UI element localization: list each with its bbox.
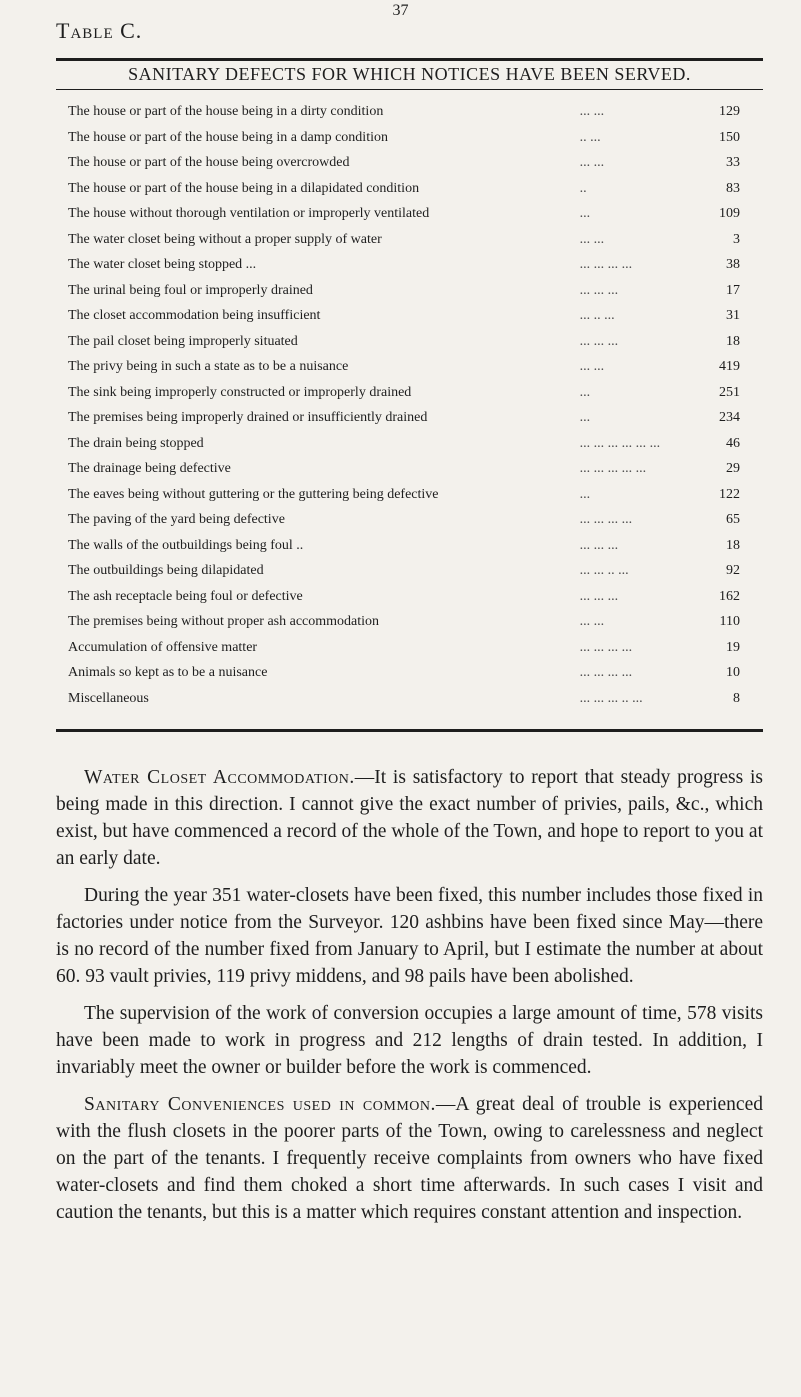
table-row xyxy=(68,150,740,176)
notice-count: 83 xyxy=(726,180,740,196)
notice-count: 29 xyxy=(726,461,740,476)
paragraph xyxy=(56,1091,763,1226)
table-row xyxy=(68,405,740,431)
defect-description: The sink being improperly constructed or improperly drained xyxy=(68,384,412,400)
leader-dots: ... ... ... .. ... xyxy=(579,690,643,706)
table-row xyxy=(68,201,740,227)
leader-dots: ... ... ... xyxy=(579,537,619,553)
notice-count: 110 xyxy=(719,614,740,629)
table-row xyxy=(68,456,740,482)
leader-dots: ... ... xyxy=(579,231,605,247)
table-row xyxy=(68,584,740,610)
notice-count: 65 xyxy=(726,512,740,527)
leader-dots: ... ... xyxy=(579,155,605,170)
paragraph xyxy=(56,882,763,990)
leader-dots: ... ... ... ... ... xyxy=(579,461,647,476)
notice-count: 129 xyxy=(719,104,740,119)
paragraph-heading: Sanitary Conveniences used in common. xyxy=(84,1094,436,1115)
body-text xyxy=(56,764,763,1236)
defect-description: The house or part of the house being overcrowded xyxy=(68,155,350,170)
table-row xyxy=(68,227,740,253)
table-row xyxy=(68,686,740,712)
table-row xyxy=(68,635,740,661)
paragraph xyxy=(56,1000,763,1081)
leader-dots: ... ... .. ... xyxy=(579,563,629,578)
leader-dots: ... ... xyxy=(579,104,605,119)
defect-description: The house or part of the house being in a dilapidated condition xyxy=(68,180,420,196)
defect-description: The privy being in such a state as to be a nuisance xyxy=(68,359,349,374)
paragraph-text: During the year 351 water-closets have been fixed, this number includes those fixed in factories under notice from the Surveyor. 120 ashbins have been fixed since May—there is no record of the number fixed from January to April, but I estimate the number at about 60. 93 vault privies, 119 privy middens, and 98 pails have been abolished. xyxy=(56,885,763,987)
paragraph xyxy=(56,764,763,872)
leader-dots: ... ... ... xyxy=(579,282,619,298)
notice-count: 38 xyxy=(726,257,740,272)
table-row xyxy=(68,303,740,329)
defects-table xyxy=(68,99,740,711)
notice-count: 8 xyxy=(733,690,740,706)
notice-count: 251 xyxy=(719,384,740,400)
table-row xyxy=(68,533,740,559)
table-top-rule xyxy=(56,58,763,61)
notice-count: 19 xyxy=(726,639,740,655)
table-row xyxy=(68,609,740,635)
defect-description: The house or part of the house being in a dirty condition xyxy=(68,104,384,119)
leader-dots: .. xyxy=(579,180,587,196)
notice-count: 419 xyxy=(719,359,740,374)
defect-description: Miscellaneous xyxy=(68,690,149,706)
defect-description: The drain being stopped xyxy=(68,435,204,451)
defect-description: The house without thorough ventilation or improperly ventilated xyxy=(68,206,430,221)
defect-description: Accumulation of offensive matter xyxy=(68,639,258,655)
leader-dots: ... ... ... ... xyxy=(579,512,633,527)
leader-dots: ... xyxy=(579,384,591,400)
table-row xyxy=(68,354,740,380)
defect-description: The premises being improperly drained or insufficiently drained xyxy=(68,410,428,425)
defect-description: The water closet being stopped ... xyxy=(68,257,257,272)
leader-dots: ... ... ... xyxy=(579,333,619,349)
defect-description: The water closet being without a proper supply of water xyxy=(68,231,382,247)
leader-dots: ... ... ... ... xyxy=(579,257,633,272)
leader-dots: ... xyxy=(579,410,591,425)
paragraph-text: The supervision of the work of conversion occupies a large amount of time, 578 visits have been made to work in progress and 212 lengths of drain tested. In addition, I invariably meet the owner or builder before the work is commenced. xyxy=(56,1003,763,1078)
table-label: Table C. xyxy=(56,18,143,43)
paragraph-text: —A great deal of trouble is experienced with the flush closets in the poorer parts of the Town, owing to carelessness and neglect on the part of the tenants. I frequently receive complaints from owners who have fixed water-closets and find them choked a short time afterwards. In such cases I visit and caution the tenants, but this is a matter which requires constant attention and inspection. xyxy=(56,1094,763,1223)
leader-dots: ... ... ... ... xyxy=(579,665,633,680)
paragraph-text: —It is satisfactory to report that steady progress is being made in this direction. I cannot give the exact number of privies, pails, &c., which exist, but have commenced a record of the whole of the Town, and hope to report to you at an early date. xyxy=(56,767,763,869)
defect-description: The outbuildings being dilapidated xyxy=(68,563,264,578)
table-heading: SANITARY DEFECTS FOR WHICH NOTICES HAVE BEEN SERVED. xyxy=(128,64,691,84)
notice-count: 18 xyxy=(726,537,740,553)
leader-dots: ... ... ... ... ... ... xyxy=(579,435,661,451)
table-bottom-rule xyxy=(56,729,763,732)
defect-description: The pail closet being improperly situated xyxy=(68,333,298,349)
table-row xyxy=(68,380,740,406)
notice-count: 234 xyxy=(719,410,740,425)
notice-count: 109 xyxy=(719,206,740,221)
leader-dots: ... xyxy=(579,206,591,221)
notice-count: 150 xyxy=(719,129,740,145)
table-row xyxy=(68,558,740,584)
notice-count: 162 xyxy=(719,588,740,604)
table-row xyxy=(68,176,740,202)
defect-description: The closet accommodation being insufficient xyxy=(68,308,321,323)
defect-description: Animals so kept as to be a nuisance xyxy=(68,665,268,680)
defect-description: The urinal being foul or improperly drained xyxy=(68,282,313,298)
table-heading-rule xyxy=(56,89,763,90)
table-row xyxy=(68,125,740,151)
paragraph-heading: Water Closet Accommodation. xyxy=(84,767,355,788)
leader-dots: ... .. ... xyxy=(579,308,615,323)
table-row xyxy=(68,431,740,457)
table-row xyxy=(68,482,740,508)
notice-count: 33 xyxy=(726,155,740,170)
leader-dots: ... ... xyxy=(579,359,605,374)
defect-description: The paving of the yard being defective xyxy=(68,512,285,527)
notice-count: 122 xyxy=(719,486,740,502)
leader-dots: ... ... xyxy=(579,614,605,629)
defect-description: The premises being without proper ash accommodation xyxy=(68,614,380,629)
table-row xyxy=(68,252,740,278)
notice-count: 10 xyxy=(726,665,740,680)
table-row xyxy=(68,507,740,533)
table-row xyxy=(68,329,740,355)
page-number: 37 xyxy=(392,2,409,19)
table-row xyxy=(68,99,740,125)
defect-description: The walls of the outbuildings being foul .. xyxy=(68,537,304,553)
defect-description: The house or part of the house being in a damp condition xyxy=(68,129,388,145)
notice-count: 31 xyxy=(726,308,740,323)
notice-count: 17 xyxy=(726,282,740,298)
leader-dots: .. ... xyxy=(579,129,601,145)
notice-count: 3 xyxy=(733,231,740,247)
notice-count: 92 xyxy=(726,563,740,578)
notice-count: 46 xyxy=(726,435,740,451)
notice-count: 18 xyxy=(726,333,740,349)
defect-description: The drainage being defective xyxy=(68,461,231,476)
table-row xyxy=(68,278,740,304)
defect-description: The ash receptacle being foul or defective xyxy=(68,588,303,604)
defect-description: The eaves being without guttering or the guttering being defective xyxy=(68,486,439,502)
leader-dots: ... xyxy=(579,486,591,502)
table-row xyxy=(68,660,740,686)
leader-dots: ... ... ... xyxy=(579,588,619,604)
leader-dots: ... ... ... ... xyxy=(579,639,633,655)
